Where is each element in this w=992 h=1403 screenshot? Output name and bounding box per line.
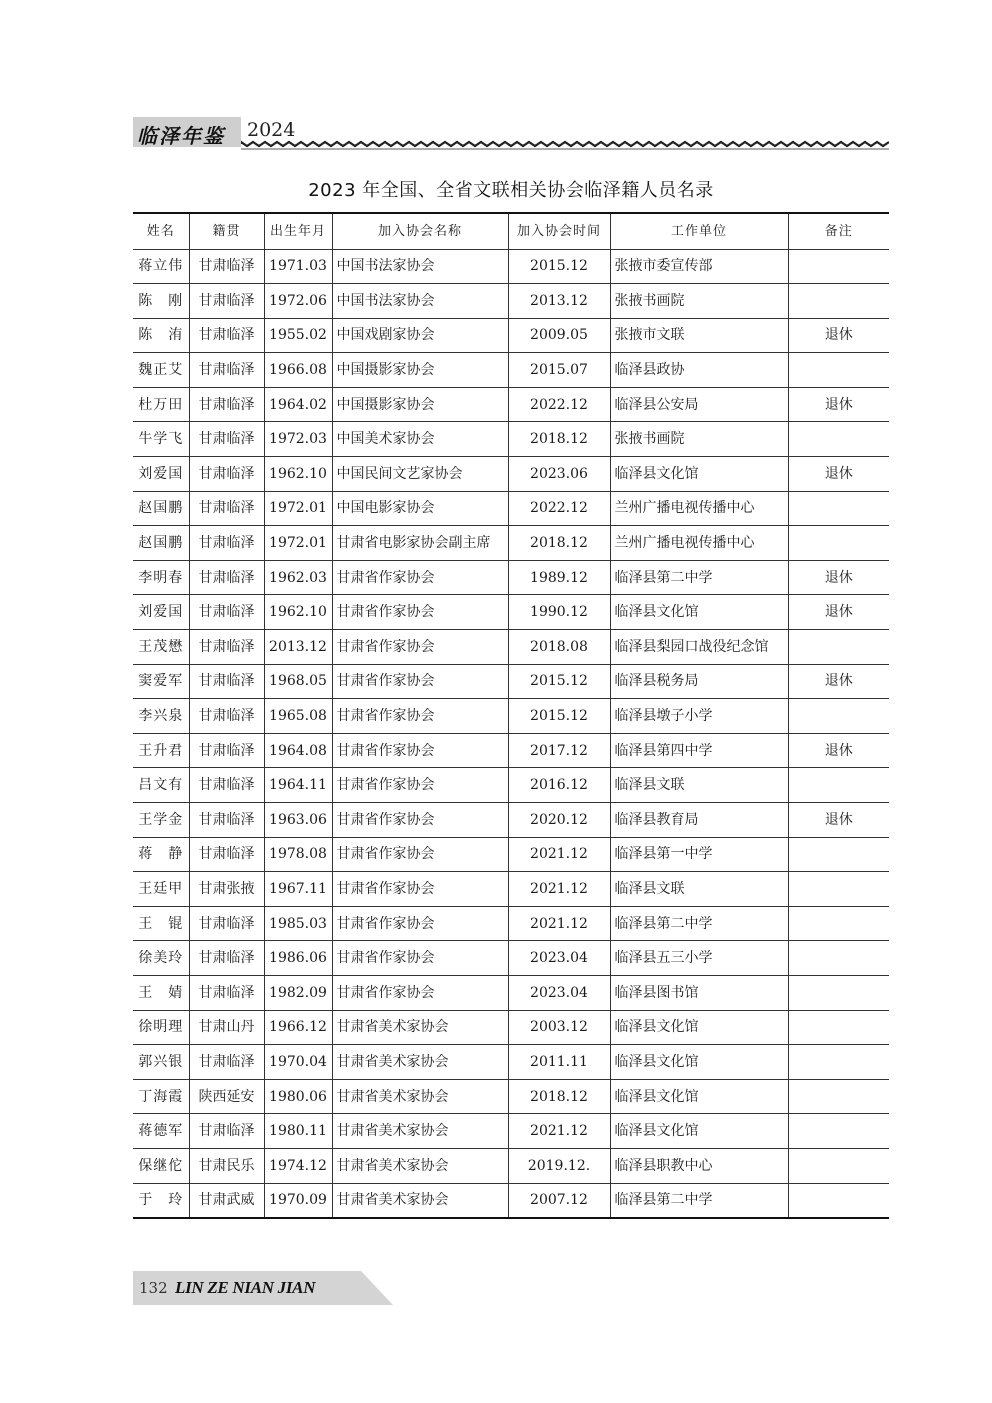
association-name-cell: 中国戏剧家协会 xyxy=(332,318,508,353)
native-place-cell: 甘肃临泽 xyxy=(189,906,264,941)
association-name-cell: 甘肃省美术家协会 xyxy=(332,1114,508,1149)
member-name-cell: 陈 洧 xyxy=(133,318,189,353)
table-row xyxy=(133,975,889,1010)
association-name-cell: 甘肃省作家协会 xyxy=(332,733,508,768)
association-name-cell: 甘肃省作家协会 xyxy=(332,664,508,699)
member-name-cell: 保继佗 xyxy=(133,1148,189,1183)
column-header: 工作单位 xyxy=(610,213,788,249)
native-place-cell: 甘肃临泽 xyxy=(189,1114,264,1149)
birth-date-cell: 1972.03 xyxy=(264,422,332,457)
work-unit-cell: 临泽县第二中学 xyxy=(610,1183,788,1218)
birth-date-cell: 1964.11 xyxy=(264,768,332,803)
work-unit-cell: 临泽县文化馆 xyxy=(610,1079,788,1114)
association-name-cell: 中国书法家协会 xyxy=(332,284,508,319)
birth-date-cell: 1971.03 xyxy=(264,249,332,284)
association-name-cell: 中国摄影家协会 xyxy=(332,353,508,388)
work-unit-cell: 临泽县第一中学 xyxy=(610,837,788,872)
table-row xyxy=(133,837,889,872)
column-header: 加入协会时间 xyxy=(508,213,610,249)
birth-date-cell: 1978.08 xyxy=(264,837,332,872)
remark-cell xyxy=(788,1045,889,1080)
birth-date-cell: 1972.01 xyxy=(264,491,332,526)
work-unit-cell: 临泽县公安局 xyxy=(610,387,788,422)
table-row xyxy=(133,768,889,803)
native-place-cell: 甘肃临泽 xyxy=(189,1045,264,1080)
work-unit-cell: 临泽县墩子小学 xyxy=(610,699,788,734)
member-name-cell: 王 婧 xyxy=(133,975,189,1010)
work-unit-cell: 临泽县第二中学 xyxy=(610,560,788,595)
column-header: 姓名 xyxy=(133,213,189,249)
remark-cell xyxy=(788,837,889,872)
work-unit-cell: 临泽县教育局 xyxy=(610,803,788,838)
work-unit-cell: 临泽县文联 xyxy=(610,768,788,803)
native-place-cell: 陕西延安 xyxy=(189,1079,264,1114)
birth-date-cell: 1980.11 xyxy=(264,1114,332,1149)
member-name-cell: 吕文有 xyxy=(133,768,189,803)
table-row xyxy=(133,733,889,768)
native-place-cell: 甘肃临泽 xyxy=(189,975,264,1010)
association-name-cell: 甘肃省作家协会 xyxy=(332,872,508,907)
native-place-cell: 甘肃临泽 xyxy=(189,422,264,457)
birth-date-cell: 1966.08 xyxy=(264,353,332,388)
work-unit-cell: 兰州广播电视传播中心 xyxy=(610,491,788,526)
association-name-cell: 甘肃省作家协会 xyxy=(332,803,508,838)
table-row xyxy=(133,353,889,388)
join-date-cell: 2021.12 xyxy=(508,906,610,941)
member-name-cell: 蒋立伟 xyxy=(133,249,189,284)
join-date-cell: 2022.12 xyxy=(508,491,610,526)
join-date-cell: 2007.12 xyxy=(508,1183,610,1218)
table-row xyxy=(133,1010,889,1045)
join-date-cell: 2019.12. xyxy=(508,1148,610,1183)
work-unit-cell: 张掖市文联 xyxy=(610,318,788,353)
table-row xyxy=(133,491,889,526)
table-row xyxy=(133,1183,889,1218)
native-place-cell: 甘肃临泽 xyxy=(189,837,264,872)
work-unit-cell: 临泽县税务局 xyxy=(610,664,788,699)
remark-cell: 退休 xyxy=(788,595,889,630)
association-name-cell: 甘肃省作家协会 xyxy=(332,837,508,872)
table-row xyxy=(133,941,889,976)
birth-date-cell: 1970.04 xyxy=(264,1045,332,1080)
birth-date-cell: 1972.01 xyxy=(264,526,332,561)
column-header: 出生年月 xyxy=(264,213,332,249)
native-place-cell: 甘肃临泽 xyxy=(189,318,264,353)
remark-cell xyxy=(788,422,889,457)
table-row xyxy=(133,422,889,457)
birth-date-cell: 1972.06 xyxy=(264,284,332,319)
work-unit-cell: 张掖书画院 xyxy=(610,284,788,319)
birth-date-cell: 2013.12 xyxy=(264,630,332,665)
page-footer xyxy=(133,1271,393,1305)
remark-cell xyxy=(788,1010,889,1045)
work-unit-cell: 临泽县文化馆 xyxy=(610,595,788,630)
table-row xyxy=(133,1148,889,1183)
join-date-cell: 2021.12 xyxy=(508,837,610,872)
join-date-cell: 2018.12 xyxy=(508,526,610,561)
member-name-cell: 王茂懋 xyxy=(133,630,189,665)
association-name-cell: 中国电影家协会 xyxy=(332,491,508,526)
native-place-cell: 甘肃临泽 xyxy=(189,353,264,388)
table-row xyxy=(133,284,889,319)
table-row xyxy=(133,1079,889,1114)
native-place-cell: 甘肃临泽 xyxy=(189,941,264,976)
remark-cell xyxy=(788,906,889,941)
member-name-cell: 于 玲 xyxy=(133,1183,189,1218)
birth-date-cell: 1962.03 xyxy=(264,560,332,595)
work-unit-cell: 张掖市委宣传部 xyxy=(610,249,788,284)
join-date-cell: 2017.12 xyxy=(508,733,610,768)
table-row xyxy=(133,803,889,838)
member-name-cell: 窦爱军 xyxy=(133,664,189,699)
member-name-cell: 赵国鹏 xyxy=(133,491,189,526)
remark-cell xyxy=(788,491,889,526)
work-unit-cell: 临泽县职教中心 xyxy=(610,1148,788,1183)
table-row xyxy=(133,595,889,630)
birth-date-cell: 1962.10 xyxy=(264,595,332,630)
remark-cell xyxy=(788,699,889,734)
birth-date-cell: 1964.08 xyxy=(264,733,332,768)
work-unit-cell: 临泽县文化馆 xyxy=(610,1114,788,1149)
brand-block xyxy=(133,117,241,147)
native-place-cell: 甘肃临泽 xyxy=(189,803,264,838)
remark-cell: 退休 xyxy=(788,803,889,838)
native-place-cell: 甘肃临泽 xyxy=(189,733,264,768)
birth-date-cell: 1974.12 xyxy=(264,1148,332,1183)
association-name-cell: 甘肃省美术家协会 xyxy=(332,1148,508,1183)
birth-date-cell: 1965.08 xyxy=(264,699,332,734)
remark-cell: 退休 xyxy=(788,457,889,492)
remark-cell xyxy=(788,249,889,284)
native-place-cell: 甘肃武威 xyxy=(189,1183,264,1218)
native-place-cell: 甘肃临泽 xyxy=(189,491,264,526)
association-name-cell: 甘肃省美术家协会 xyxy=(332,1183,508,1218)
join-date-cell: 2021.12 xyxy=(508,872,610,907)
member-name-cell: 王廷甲 xyxy=(133,872,189,907)
remark-cell xyxy=(788,1148,889,1183)
work-unit-cell: 兰州广播电视传播中心 xyxy=(610,526,788,561)
table-row xyxy=(133,318,889,353)
remark-cell xyxy=(788,975,889,1010)
join-date-cell: 2009.05 xyxy=(508,318,610,353)
native-place-cell: 甘肃山丹 xyxy=(189,1010,264,1045)
header-wave-rule xyxy=(241,139,889,151)
birth-date-cell: 1966.12 xyxy=(264,1010,332,1045)
table-row xyxy=(133,1114,889,1149)
native-place-cell: 甘肃临泽 xyxy=(189,595,264,630)
member-name-cell: 郭兴银 xyxy=(133,1045,189,1080)
native-place-cell: 甘肃张掖 xyxy=(189,872,264,907)
remark-cell xyxy=(788,526,889,561)
member-name-cell: 刘爱国 xyxy=(133,595,189,630)
association-name-cell: 甘肃省作家协会 xyxy=(332,595,508,630)
association-name-cell: 甘肃省美术家协会 xyxy=(332,1079,508,1114)
native-place-cell: 甘肃临泽 xyxy=(189,387,264,422)
remark-cell: 退休 xyxy=(788,733,889,768)
native-place-cell: 甘肃临泽 xyxy=(189,768,264,803)
page-number: 132 xyxy=(139,1279,168,1297)
remark-cell xyxy=(788,1079,889,1114)
birth-date-cell: 1968.05 xyxy=(264,664,332,699)
birth-date-cell: 1970.09 xyxy=(264,1183,332,1218)
native-place-cell: 甘肃临泽 xyxy=(189,284,264,319)
association-name-cell: 中国美术家协会 xyxy=(332,422,508,457)
join-date-cell: 2018.12 xyxy=(508,1079,610,1114)
join-date-cell: 2023.04 xyxy=(508,975,610,1010)
work-unit-cell: 临泽县文化馆 xyxy=(610,1045,788,1080)
work-unit-cell: 临泽县第四中学 xyxy=(610,733,788,768)
join-date-cell: 2018.08 xyxy=(508,630,610,665)
join-date-cell: 2020.12 xyxy=(508,803,610,838)
member-name-cell: 赵国鹏 xyxy=(133,526,189,561)
join-date-cell: 2003.12 xyxy=(508,1010,610,1045)
member-name-cell: 丁海霞 xyxy=(133,1079,189,1114)
association-name-cell: 甘肃省美术家协会 xyxy=(332,1010,508,1045)
remark-cell: 退休 xyxy=(788,664,889,699)
join-date-cell: 2015.07 xyxy=(508,353,610,388)
association-name-cell: 甘肃省作家协会 xyxy=(332,906,508,941)
remark-cell xyxy=(788,284,889,319)
work-unit-cell: 临泽县文联 xyxy=(610,872,788,907)
join-date-cell: 2011.11 xyxy=(508,1045,610,1080)
work-unit-cell: 临泽县第二中学 xyxy=(610,906,788,941)
birth-date-cell: 1967.11 xyxy=(264,872,332,907)
table-row xyxy=(133,249,889,284)
birth-date-cell: 1962.10 xyxy=(264,457,332,492)
work-unit-cell: 临泽县政协 xyxy=(610,353,788,388)
member-name-cell: 李明春 xyxy=(133,560,189,595)
native-place-cell: 甘肃临泽 xyxy=(189,560,264,595)
native-place-cell: 甘肃临泽 xyxy=(189,699,264,734)
association-name-cell: 甘肃省作家协会 xyxy=(332,975,508,1010)
table-row xyxy=(133,906,889,941)
member-name-cell: 王升君 xyxy=(133,733,189,768)
join-date-cell: 2021.12 xyxy=(508,1114,610,1149)
work-unit-cell: 临泽县五三小学 xyxy=(610,941,788,976)
join-date-cell: 2022.12 xyxy=(508,387,610,422)
join-date-cell: 2015.12 xyxy=(508,699,610,734)
table-body xyxy=(133,249,889,1218)
work-unit-cell: 张掖书画院 xyxy=(610,422,788,457)
native-place-cell: 甘肃临泽 xyxy=(189,664,264,699)
member-name-cell: 徐美玲 xyxy=(133,941,189,976)
yearbook-year: 2024 xyxy=(247,119,296,141)
table-row xyxy=(133,526,889,561)
join-date-cell: 1989.12 xyxy=(508,560,610,595)
association-name-cell: 甘肃省美术家协会 xyxy=(332,1045,508,1080)
birth-date-cell: 1982.09 xyxy=(264,975,332,1010)
member-name-cell: 王学金 xyxy=(133,803,189,838)
join-date-cell: 2018.12 xyxy=(508,422,610,457)
association-name-cell: 甘肃省作家协会 xyxy=(332,941,508,976)
journal-name: LIN ZE NIAN JIAN xyxy=(175,1278,316,1297)
association-name-cell: 甘肃省作家协会 xyxy=(332,630,508,665)
association-name-cell: 中国摄影家协会 xyxy=(332,387,508,422)
member-name-cell: 杜万田 xyxy=(133,387,189,422)
native-place-cell: 甘肃民乐 xyxy=(189,1148,264,1183)
member-roster-table xyxy=(133,212,889,1219)
join-date-cell: 2015.12 xyxy=(508,664,610,699)
table-row xyxy=(133,1045,889,1080)
native-place-cell: 甘肃临泽 xyxy=(189,249,264,284)
join-date-cell: 2023.06 xyxy=(508,457,610,492)
table-row xyxy=(133,630,889,665)
table-row xyxy=(133,457,889,492)
member-name-cell: 牛学飞 xyxy=(133,422,189,457)
remark-cell: 退休 xyxy=(788,560,889,595)
member-name-cell: 蒋 静 xyxy=(133,837,189,872)
join-date-cell: 2023.04 xyxy=(508,941,610,976)
birth-date-cell: 1955.02 xyxy=(264,318,332,353)
remark-cell: 退休 xyxy=(788,318,889,353)
join-date-cell: 2015.12 xyxy=(508,249,610,284)
column-header: 备注 xyxy=(788,213,889,249)
remark-cell xyxy=(788,872,889,907)
association-name-cell: 中国书法家协会 xyxy=(332,249,508,284)
document-title: 2023 年全国、全省文联相关协会临泽籍人员名录 xyxy=(308,180,714,201)
remark-cell xyxy=(788,353,889,388)
birth-date-cell: 1980.06 xyxy=(264,1079,332,1114)
table-header-row xyxy=(133,213,889,249)
work-unit-cell: 临泽县图书馆 xyxy=(610,975,788,1010)
member-name-cell: 王 锟 xyxy=(133,906,189,941)
member-name-cell: 李兴泉 xyxy=(133,699,189,734)
association-name-cell: 甘肃省作家协会 xyxy=(332,560,508,595)
member-name-cell: 魏正艾 xyxy=(133,353,189,388)
table-row xyxy=(133,872,889,907)
column-header: 加入协会名称 xyxy=(332,213,508,249)
remark-cell xyxy=(788,1114,889,1149)
table-row xyxy=(133,560,889,595)
member-name-cell: 徐明理 xyxy=(133,1010,189,1045)
association-name-cell: 甘肃省电影家协会副主席 xyxy=(332,526,508,561)
birth-date-cell: 1985.03 xyxy=(264,906,332,941)
remark-cell xyxy=(788,941,889,976)
running-header xyxy=(133,115,889,151)
member-name-cell: 刘爱国 xyxy=(133,457,189,492)
native-place-cell: 甘肃临泽 xyxy=(189,630,264,665)
column-header: 籍贯 xyxy=(189,213,264,249)
native-place-cell: 甘肃临泽 xyxy=(189,526,264,561)
work-unit-cell: 临泽县文化馆 xyxy=(610,1010,788,1045)
birth-date-cell: 1986.06 xyxy=(264,941,332,976)
table-row xyxy=(133,387,889,422)
member-name-cell: 陈 刚 xyxy=(133,284,189,319)
association-name-cell: 甘肃省作家协会 xyxy=(332,699,508,734)
remark-cell xyxy=(788,768,889,803)
remark-cell xyxy=(788,630,889,665)
join-date-cell: 2016.12 xyxy=(508,768,610,803)
join-date-cell: 2013.12 xyxy=(508,284,610,319)
native-place-cell: 甘肃临泽 xyxy=(189,457,264,492)
association-name-cell: 甘肃省作家协会 xyxy=(332,768,508,803)
table-row xyxy=(133,699,889,734)
yearbook-brand: 临泽年鉴 xyxy=(137,124,225,148)
work-unit-cell: 临泽县文化馆 xyxy=(610,457,788,492)
member-name-cell: 蒋德军 xyxy=(133,1114,189,1149)
join-date-cell: 1990.12 xyxy=(508,595,610,630)
work-unit-cell: 临泽县梨园口战役纪念馆 xyxy=(610,630,788,665)
birth-date-cell: 1964.02 xyxy=(264,387,332,422)
table-row xyxy=(133,664,889,699)
remark-cell xyxy=(788,1183,889,1218)
association-name-cell: 中国民间文艺家协会 xyxy=(332,457,508,492)
remark-cell: 退休 xyxy=(788,387,889,422)
birth-date-cell: 1963.06 xyxy=(264,803,332,838)
